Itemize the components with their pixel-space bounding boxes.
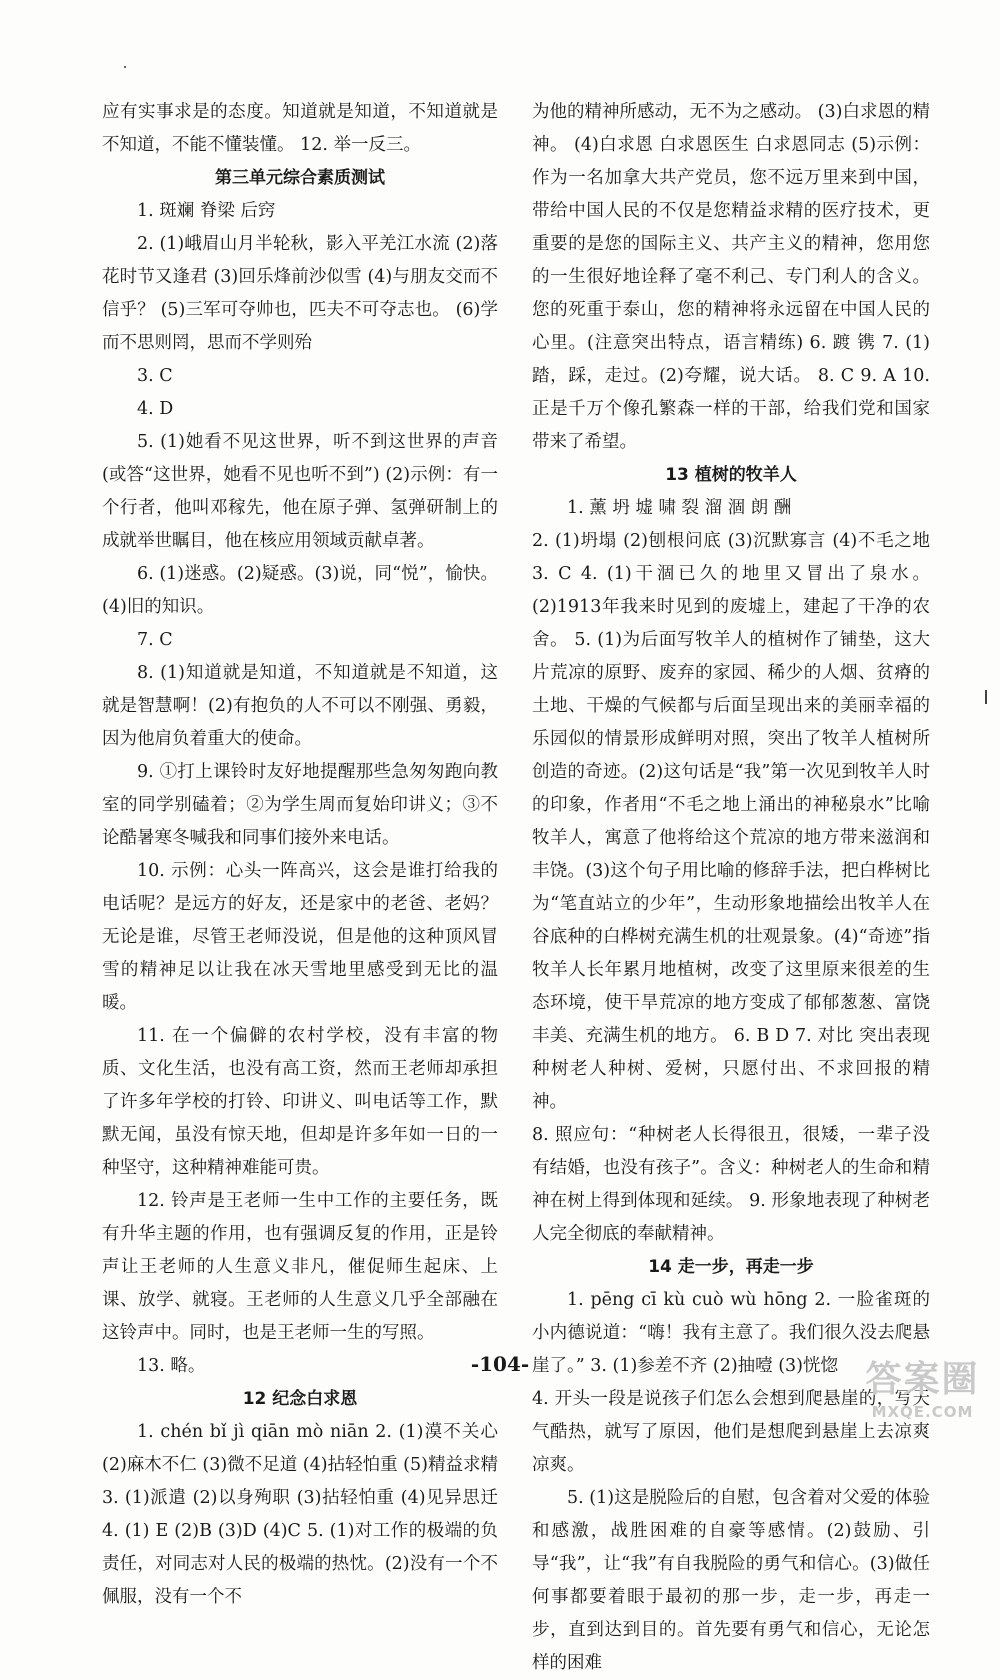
scan-speck xyxy=(124,66,126,68)
answer-paragraph: 8. (1)知道就是知道，不知道就是不知道，这就是智慧啊！(2)有抱负的人不可以不刚强、勇毅，因为他肩负着重大的使命。 xyxy=(102,663,498,749)
answer-paragraph: 应有实事求是的态度。知道就是知道，不知道就是不知道，不能不懂装懂。 12. 举一反三。 xyxy=(102,102,498,155)
right-column xyxy=(532,96,930,1680)
watermark-name: 答案圈 xyxy=(865,1359,980,1400)
answer-paragraph: 4. 开头一段是说孩子们怎么会想到爬悬崖的，写天气酷热，就写了原因，他们是想爬到悬崖上去凉爽凉爽。 xyxy=(532,1389,930,1475)
answer-paragraph: 为他的精神所感动，无不为之感动。 (3)白求恩的精神。 (4)白求恩 白求恩医生 白求恩同志 (5)示例：作为一名加拿大共产党员，您不远万里来到中国，带给中国人民的不仅是您精益求精的医疗技术，更重要的是您的国际主义、共产主义的精神，您用您的一生很好地诠释了毫不利己、专门利人的含义。您的死重于泰山，您的精神将永远留在中国人民的心里。(注意突出特点，语言精练) 6. 踱 镌 7. (1)踏，踩，走过。(2)夸耀，说大话。 8. C 9. A 10. 正是千万个像孔繁森一样的干部，给我们党和国家带来了希望。 xyxy=(532,102,930,452)
answer-paragraph: 2. (1)峨眉山月半轮秋，影入平羌江水流 (2)落花时节又逢君 (3)回乐烽前沙似雪 (4)与朋友交而不信乎？ (5)三军可夺帅也，匹夫不可夺志也。 (6)学而不思则罔，思而不学则殆 xyxy=(102,234,498,353)
answer-paragraph: 8. 照应句：“种树老人长得很丑，很矮，一辈子没有结婚，也没有孩子”。含义：种树老人的生命和精神在树上得到体现和延续。 9. 形象地表现了种树老人完全彻底的奉献精神。 xyxy=(532,1125,930,1244)
watermark-url: MXQE.COM xyxy=(871,1403,974,1421)
left-column xyxy=(102,96,498,1614)
watermark-logo xyxy=(855,1357,990,1439)
answer-paragraph: 1. 斑斓 脊梁 后窍 xyxy=(137,201,276,221)
answer-paragraph: 13. 略。 xyxy=(137,1356,206,1376)
answer-paragraph: 1. 薰 坍 墟 啸 裂 溜 涸 朗 酬 xyxy=(567,498,792,518)
answer-paragraph: 2. (1)坍塌 (2)刨根问底 (3)沉默寡言 (4)不毛之地 3. C 4. (1)干涸已久的地里又冒出了泉水。(2)1913年我来时见到的废墟上，建起了干净的农舍。 5. (1)为后面写牧羊人的植树作了铺垫，这大片荒凉的原野、废弃的家园、稀少的人烟、贫瘠的土地、干燥的气候都与后面呈现出来的美丽幸福的乐园似的情景形成鲜明对照，突出了牧羊人植树所创造的奇迹。(2)这句话是“我”第一次见到牧羊人时的印象，作者用“不毛之地上涌出的神秘泉水”比喻牧羊人，寓意了他将给这个荒凉的地方带来滋润和丰饶。(3)这个句子用比喻的修辞手法，把白桦树比为“笔直站立的少年”，生动形象地描绘出牧羊人在谷底种的白桦树充满生机的壮观景象。(4)“奇迹”指牧羊人长年累月地植树，改变了这里原来很差的生态环境，使干旱荒凉的地方变成了郁郁葱葱、富饶丰美、充满生机的地方。 6. B D 7. 对比 突出表现种树老人种树、爱树，只愿付出、不求回报的精神。 xyxy=(532,531,930,1112)
page-number: -104- xyxy=(470,1352,530,1376)
section-heading: 13 植树的牧羊人 xyxy=(665,465,797,485)
scan-mark xyxy=(985,690,987,704)
answer-paragraph: 1. pēng cī kù cuò wù hōng 2. 一脸雀斑的小内德说道：“嗨！我有主意了。我们很久没去爬悬崖了。” 3. (1)参差不齐 (2)抽噎 (3)恍惚 xyxy=(532,1290,930,1376)
answer-paragraph: 5. (1)她看不见这世界，听不到这世界的声音(或答“这世界，她看不见也听不到”) (2)示例：有一个行者，他叫邓稼先，他在原子弹、氢弹研制上的成就举世瞩目，他在核应用领域贡献卓著。 xyxy=(102,432,498,551)
answer-paragraph: 7. C xyxy=(137,630,173,650)
answer-paragraph: 1. chén bǐ jì qiān mò niān 2. (1)漠不关心 (2)麻木不仁 (3)微不足道 (4)拈轻怕重 (5)精益求精 3. (1)派遣 (2)以身殉职 (3)拈轻怕重 (4)见异思迁 4. (1) E (2)B (3)D (4)C 5. (1)对工作的极端的负责任，对同志对人民的极端的热忱。(2)没有一个不佩服，没有一个不 xyxy=(102,1422,498,1607)
section-heading: 14 走一步，再走一步 xyxy=(648,1257,814,1277)
answer-paragraph: 10. 示例：心头一阵高兴，这会是谁打给我的电话呢？是远方的好友，还是家中的老爸、老妈？无论是谁，尽管王老师没说，但是他的这种顶风冒雪的精神足以让我在冰天雪地里感受到无比的温暖。 xyxy=(102,861,498,1013)
answer-paragraph: 12. 铃声是王老师一生中工作的主要任务，既有升华主题的作用，也有强调反复的作用，正是铃声让王老师的人生意义非凡，催促师生起床、上课、放学、就寝。王老师的人生意义几乎全部融在这铃声中。同时，也是王老师一生的写照。 xyxy=(102,1191,498,1343)
answer-paragraph: 6. (1)迷惑。(2)疑惑。(3)说，同“悦”，愉快。(4)旧的知识。 xyxy=(102,564,498,617)
answer-paragraph: 4. D xyxy=(137,399,174,419)
answer-paragraph: 11. 在一个偏僻的农村学校，没有丰富的物质、文化生活，也没有高工资，然而王老师却承担了许多年学校的打铃、印讲义、叫电话等工作，默默无闻，虽没有惊天地，但却是许多年如一日的一种坚守，这种精神难能可贵。 xyxy=(102,1026,498,1178)
answer-paragraph: 3. C xyxy=(137,366,173,386)
section-heading: 第三单元综合素质测试 xyxy=(215,168,385,188)
answer-paragraph: 9. ①打上课铃时友好地提醒那些急匆匆跑向教室的同学别磕着；②为学生周而复始印讲义；③不论酷暑寒冬喊我和同事们接外来电话。 xyxy=(102,762,498,848)
section-heading: 12 纪念白求恩 xyxy=(242,1389,358,1409)
answer-paragraph: 5. (1)这是脱险后的自慰，包含着对父爱的体验和感激，战胜困难的自豪等感情。(2)鼓励、引导“我”，让“我”有自我脱险的勇气和信心。(3)做任何事都要着眼于最初的那一步，走一步，再走一步，直到达到目的。首先要有勇气和信心，无论怎样的困难 xyxy=(532,1488,930,1673)
